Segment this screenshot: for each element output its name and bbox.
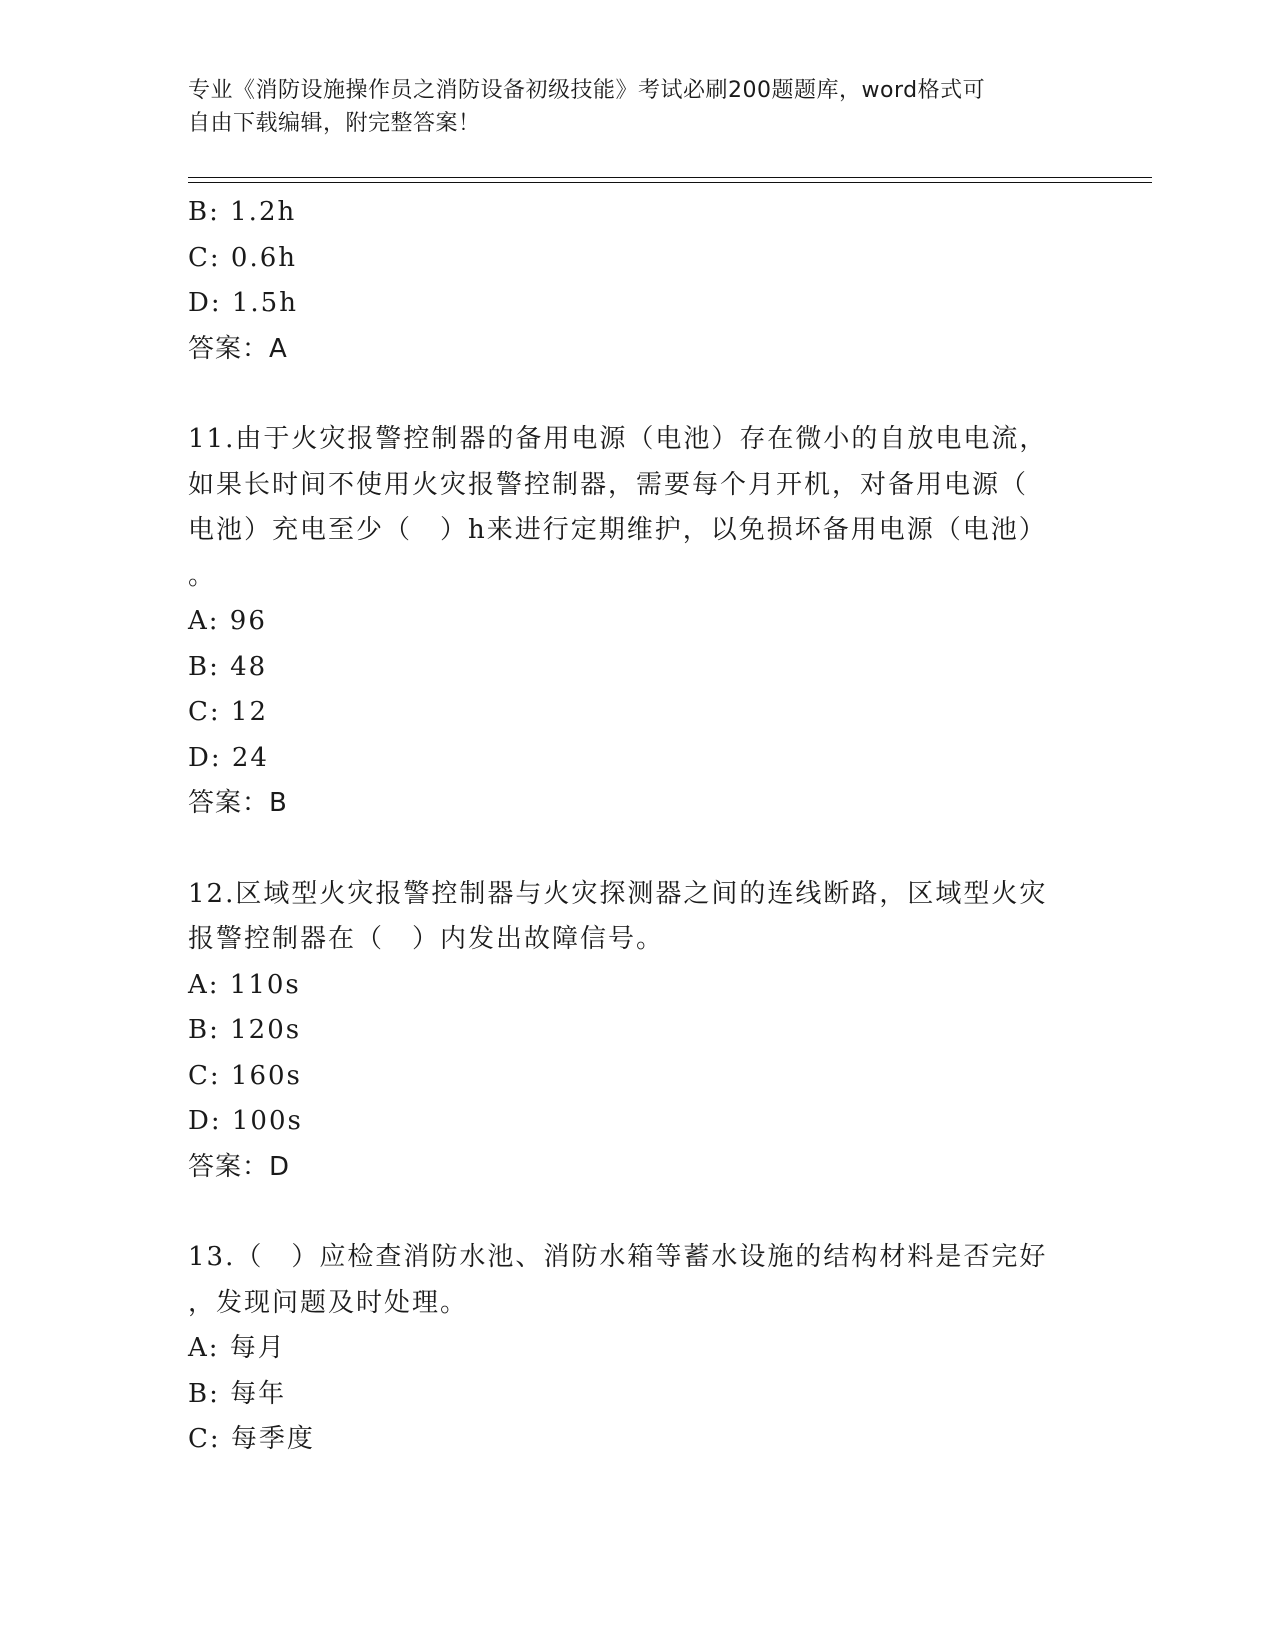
header-title-line-1: 专业《消防设施操作员之消防设备初级技能》考试必刷200题题库，word格式可 [188,78,986,103]
option-a: A: 96 [188,606,267,636]
question-stem-line: ，发现问题及时处理。 [188,1287,469,1318]
question-stem-line: 电池）充电至少（ ）h来进行定期维护，以免损坏备用电源（电池） [188,515,1047,545]
option-b: B: 48 [188,651,268,682]
option-b: B: 1.2h [188,197,297,227]
question-11 [188,417,1088,827]
option-c: C: 每季度 [188,1424,315,1454]
answer-label: 答案：A [188,333,288,364]
option-d: D: 100s [188,1106,303,1136]
question-stem-line: 报警控制器在（ ）内发出故障信号。 [188,924,665,954]
question-stem-line: 如果长时间不使用火灾报警控制器，需要每个月开机，对备用电源（ [188,469,1029,500]
answer-label: 答案：D [188,1151,291,1182]
option-c: C: 0.6h [188,242,298,273]
question-13 [188,1235,1088,1463]
header-divider-bottom [188,182,1152,183]
question-stem-line: 12.区域型火灾报警控制器与火灾探测器之间的连线断路，区域型火灾 [188,878,1048,909]
header-divider-top [188,177,1152,178]
option-c: C: 12 [188,697,269,727]
document-header [188,74,1088,140]
answer-label: 答案：B [188,788,288,818]
question-stem-line: 13.（ ）应检查消防水池、消防水箱等蓄水设施的结构材料是否完好 [188,1242,1048,1272]
question-stem-line: 11.由于火灾报警控制器的备用电源（电池）存在微小的自放电电流， [188,424,1048,454]
question-list [188,190,1088,1463]
option-b: B: 120s [188,1015,302,1045]
option-a: A: 每月 [188,1333,286,1363]
option-b: B: 每年 [188,1378,287,1409]
question-stem-line: 。 [188,560,217,591]
option-d: D: 24 [188,742,269,773]
option-d: D: 1.5h [188,288,298,318]
option-a: A: 110s [188,969,301,1000]
option-c: C: 160s [188,1060,302,1091]
header-title-line-2: 自由下载编辑，附完整答案！ [188,111,481,136]
question-10 [188,190,1088,372]
question-12 [188,872,1088,1191]
